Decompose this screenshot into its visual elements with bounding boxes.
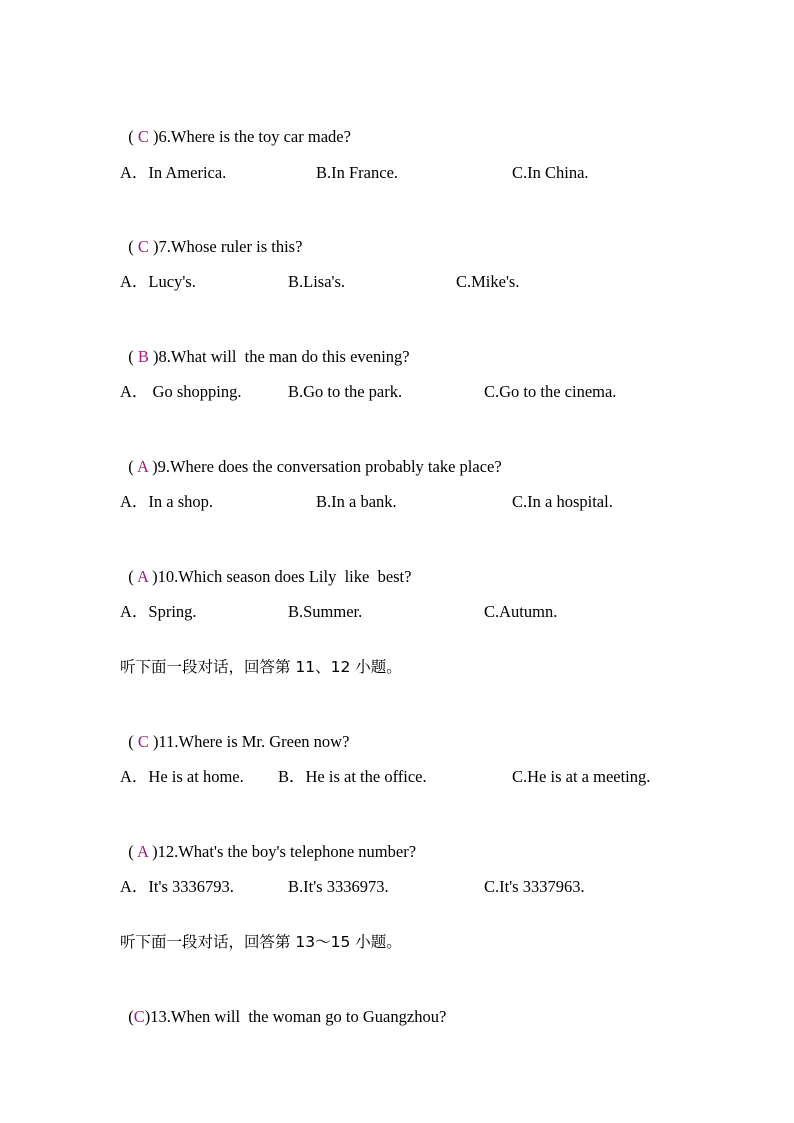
option-c: C.In China.: [512, 163, 589, 182]
answer-bracket-close: ): [148, 237, 159, 256]
answer-letter: C: [133, 1007, 145, 1026]
answer-bracket-open: (: [128, 732, 138, 751]
question-11: [120, 712, 349, 752]
answer-bracket-close: ): [147, 457, 158, 476]
option-b: B.Go to the park.: [288, 382, 403, 401]
question-text: 9.Where does the conversation probably take place?: [157, 457, 502, 476]
option-a: A． Go shopping.: [120, 382, 242, 401]
question-text: 11.Where is Mr. Green now?: [158, 732, 350, 751]
option-b: B．He is at the office.: [278, 767, 427, 786]
question-9: [120, 437, 502, 477]
answer-letter: A: [136, 842, 148, 861]
question-text: 13.When will the woman go to Guangzhou?: [150, 1007, 447, 1026]
question-text: 6.Where is the toy car made?: [158, 127, 351, 146]
question-7: [120, 217, 302, 257]
option-b: B.Summer.: [288, 602, 363, 621]
question-text: 7.Whose ruler is this?: [158, 237, 303, 256]
option-a: A．Spring.: [120, 602, 197, 621]
question-text: 10.Which season does Lily like best?: [157, 567, 412, 586]
section-instruction-11-12: 听下面一段对话，回答第 11、12 小题。: [120, 658, 402, 676]
answer-bracket-open: (: [128, 567, 137, 586]
option-c: C.Go to the cinema.: [484, 382, 617, 401]
answer-letter: A: [136, 567, 148, 586]
answer-letter: C: [137, 127, 149, 146]
option-a: A．He is at home.: [120, 767, 244, 786]
section-instruction-13-15: 听下面一段对话，回答第 13～15 小题。: [120, 933, 402, 951]
option-c: C.It's 3337963.: [484, 877, 585, 896]
answer-bracket-open: (: [128, 347, 138, 366]
answer-bracket-open: (: [128, 457, 137, 476]
option-a: A．In a shop.: [120, 492, 214, 511]
answer-bracket-open: (: [128, 842, 137, 861]
answer-bracket-close: ): [144, 1007, 151, 1026]
question-8: [120, 327, 410, 367]
answer-letter: B: [137, 347, 149, 366]
option-c: C.He is at a meeting.: [512, 767, 651, 786]
answer-bracket-open: (: [128, 1007, 134, 1026]
option-c: C.Mike's.: [456, 272, 520, 291]
answer-bracket-close: ): [148, 732, 159, 751]
option-a: A．In America.: [120, 163, 227, 182]
answer-bracket-close: ): [147, 567, 158, 586]
answer-letter: C: [137, 732, 149, 751]
answer-letter: A: [136, 457, 148, 476]
question-6: [120, 107, 351, 147]
answer-bracket-open: (: [128, 127, 138, 146]
answer-bracket-open: (: [128, 237, 138, 256]
option-b: B.In a bank.: [316, 492, 397, 511]
answer-letter: C: [137, 237, 149, 256]
question-text: 8.What will the man do this evening?: [158, 347, 410, 366]
option-b: B.In France.: [316, 163, 399, 182]
question-12: [120, 822, 416, 862]
answer-bracket-close: ): [147, 842, 158, 861]
option-a: A．Lucy's.: [120, 272, 196, 291]
question-13: [120, 987, 446, 1027]
question-text: 12.What's the boy's telephone number?: [157, 842, 417, 861]
question-10: [120, 547, 411, 587]
option-c: C.Autumn.: [484, 602, 558, 621]
option-c: C.In a hospital.: [512, 492, 613, 511]
option-b: B.Lisa's.: [288, 272, 346, 291]
option-b: B.It's 3336973.: [288, 877, 389, 896]
answer-bracket-close: ): [148, 127, 159, 146]
answer-bracket-close: ): [148, 347, 159, 366]
option-a: A．It's 3336793.: [120, 877, 234, 896]
